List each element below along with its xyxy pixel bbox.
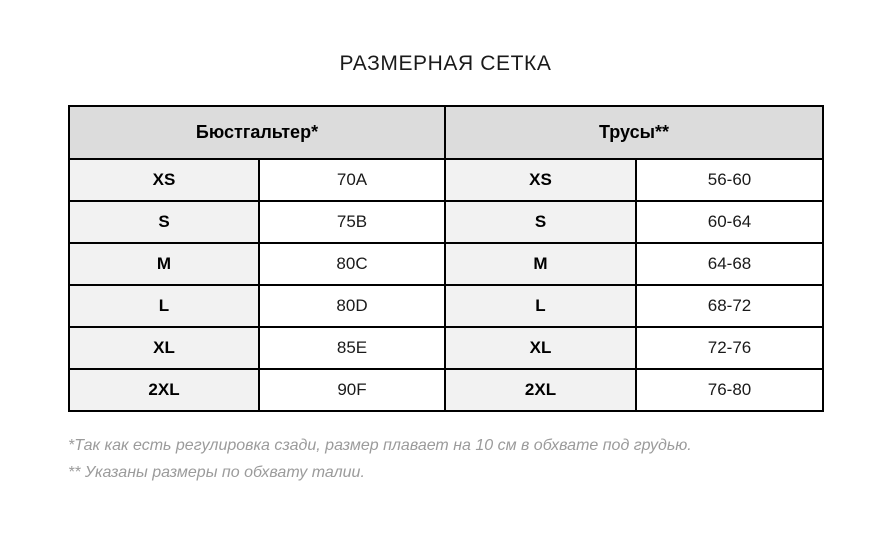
panties-value-cell: 56-60 [636, 159, 823, 201]
page-title: РАЗМЕРНАЯ СЕТКА [339, 52, 552, 75]
table-row [69, 243, 823, 285]
panties-size-cell: L [445, 285, 636, 327]
bra-size-cell: M [69, 243, 259, 285]
table-row [69, 369, 823, 411]
panties-value-cell: 76-80 [636, 369, 823, 411]
bra-size-cell: S [69, 201, 259, 243]
panties-size-cell: 2XL [445, 369, 636, 411]
footnote-panties: ** Указаны размеры по обхвату талии. [68, 464, 365, 481]
bra-value-cell: 85E [259, 327, 445, 369]
panties-value-cell: 60-64 [636, 201, 823, 243]
panties-value-cell: 68-72 [636, 285, 823, 327]
bra-value-cell: 75B [259, 201, 445, 243]
size-table [68, 105, 824, 412]
panties-value-cell: 72-76 [636, 327, 823, 369]
panties-size-cell: S [445, 201, 636, 243]
bra-size-cell: XS [69, 159, 259, 201]
bra-size-cell: L [69, 285, 259, 327]
table-row [69, 201, 823, 243]
table-row [69, 285, 823, 327]
bra-value-cell: 90F [259, 369, 445, 411]
table-row [69, 159, 823, 201]
bra-value-cell: 80C [259, 243, 445, 285]
header-row [69, 106, 823, 159]
panties-size-cell: XL [445, 327, 636, 369]
bra-size-cell: XL [69, 327, 259, 369]
panties-size-cell: XS [445, 159, 636, 201]
bra-value-cell: 80D [259, 285, 445, 327]
panties-header-cell: Трусы** [445, 106, 823, 159]
footnote-bra: *Так как есть регулировка сзади, размер плавает на 10 см в обхвате под грудью. [68, 437, 692, 454]
footnotes [68, 432, 848, 486]
bra-size-cell: 2XL [69, 369, 259, 411]
table-row [69, 327, 823, 369]
panties-size-cell: M [445, 243, 636, 285]
bra-value-cell: 70A [259, 159, 445, 201]
bra-header-cell: Бюстгальтер* [69, 106, 445, 159]
panties-value-cell: 64-68 [636, 243, 823, 285]
